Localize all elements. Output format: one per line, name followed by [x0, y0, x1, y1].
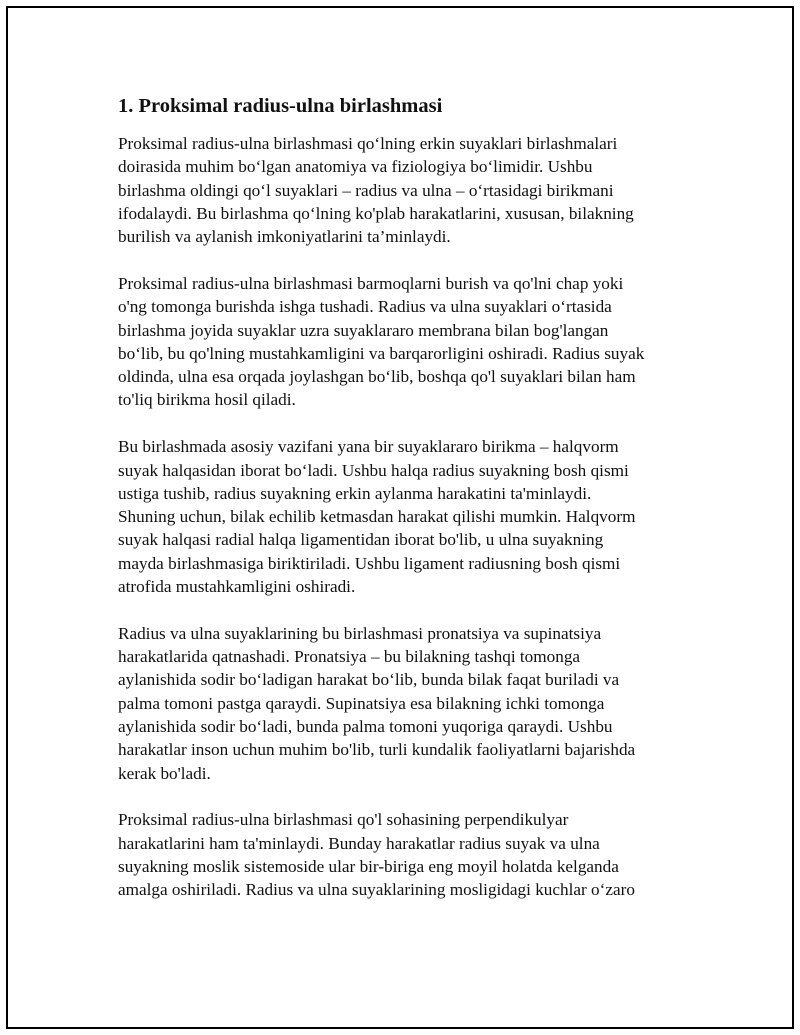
paragraph-line: Radius va ulna suyaklarining bu birlashmasi pronatsiya va supinatsiya	[118, 623, 602, 643]
paragraph-1	[118, 132, 692, 248]
paragraph-line: Proksimal radius-ulna birlashmasi qo‘lning erkin suyaklari birlashmalari	[118, 134, 618, 153]
paragraph-line: Proksimal radius-ulna birlashmasi barmoqlarni burish va qo'lni chap yoki	[118, 273, 624, 293]
paragraph-line: to'liq birikma hosil qiladi.	[118, 390, 296, 410]
paragraph-5	[118, 808, 692, 901]
paragraph-line: o'ng tomonga burishda ishga tushadi. Radius va ulna suyaklari o‘rtasida	[118, 297, 612, 317]
paragraph-line: harakatlarini ham ta'minlaydi. Bunday harakatlar radius suyak va ulna	[118, 833, 600, 853]
paragraph-line: palma tomoni pastga qaraydi. Supinatsiya esa bilakning ichki tomonga	[118, 693, 605, 713]
paragraph-2	[118, 272, 692, 412]
paragraph-line: birlashma joyida suyaklar uzra suyaklararo membrana bilan bog'langan	[118, 320, 609, 340]
paragraph-3	[118, 435, 692, 598]
paragraph-line: suyak halqasi radial halqa ligamentidan iborat bo'lib, u ulna suyakning	[118, 530, 604, 550]
paragraph-line: aylanishida sodir bo‘ladi, bunda palma tomoni yuqoriga qaraydi. Ushbu	[118, 717, 613, 737]
paragraph-line: suyakning moslik sistemoside ular bir-biriga eng moyil holatda kelganda	[118, 857, 619, 877]
paragraph-line: oldinda, ulna esa orqada joylashgan bo‘lib, boshqa qo'l suyaklari bilan ham	[118, 367, 636, 387]
paragraph-line: suyak halqasidan iborat bo‘ladi. Ushbu halqa radius suyakning bosh qismi	[118, 460, 629, 480]
paragraph-line: doirasida muhim bo‘lgan anatomiya va fiziologiya bo‘limidir. Ushbu	[118, 157, 593, 177]
paragraph-line: mayda birlashmasiga biriktiriladi. Ushbu ligament radiusning bosh qismi	[118, 553, 621, 573]
paragraph-line: Shuning uchun, bilak echilib ketmasdan harakat qilishi mumkin. Halqvorm	[118, 507, 636, 527]
paragraph-line: harakatlar inson uchun muhim bo'lib, turli kundalik faoliyatlarni bajarishda	[118, 740, 636, 760]
paragraph-line: ustiga tushib, radius suyakning erkin aylanma harakatini ta'minlaydi.	[118, 483, 592, 503]
paragraph-line: kerak bo'ladi.	[118, 763, 211, 783]
document-body	[118, 92, 692, 925]
paragraph-line: ifodalaydi. Bu birlashma qo‘lning ko'plab harakatlarini, xususan, bilakning	[118, 203, 634, 223]
paragraph-line: harakatlarida qatnashadi. Pronatsiya – bu bilakning tashqi tomonga	[118, 647, 581, 667]
paragraph-line: birlashma oldingi qo‘l suyaklari – radius va ulna – o‘rtasidagi birikmani	[118, 180, 614, 200]
section-heading: 1. Proksimal radius-ulna birlashmasi	[118, 95, 443, 117]
paragraph-line: burilish va aylanish imkoniyatlarini ta’minlaydi.	[118, 227, 451, 247]
paragraph-line: Proksimal radius-ulna birlashmasi qo'l sohasining perpendikulyar	[118, 810, 569, 830]
paragraph-line: atrofida mustahkamligini oshiradi.	[118, 577, 356, 597]
paragraph-line: aylanishida sodir bo‘ladigan harakat bo‘lib, bunda bilak faqat buriladi va	[118, 670, 620, 690]
paragraph-line: Bu birlashmada asosiy vazifani yana bir suyaklararo birikma – halqvorm	[118, 437, 619, 457]
paragraph-line: amalga oshiriladi. Radius va ulna suyaklarining mosligidagi kuchlar o‘zaro	[118, 880, 635, 900]
paragraph-4	[118, 622, 692, 785]
paragraph-line: bo‘lib, bu qo'lning mustahkamligini va barqarorligini oshiradi. Radius suyak	[118, 343, 645, 363]
